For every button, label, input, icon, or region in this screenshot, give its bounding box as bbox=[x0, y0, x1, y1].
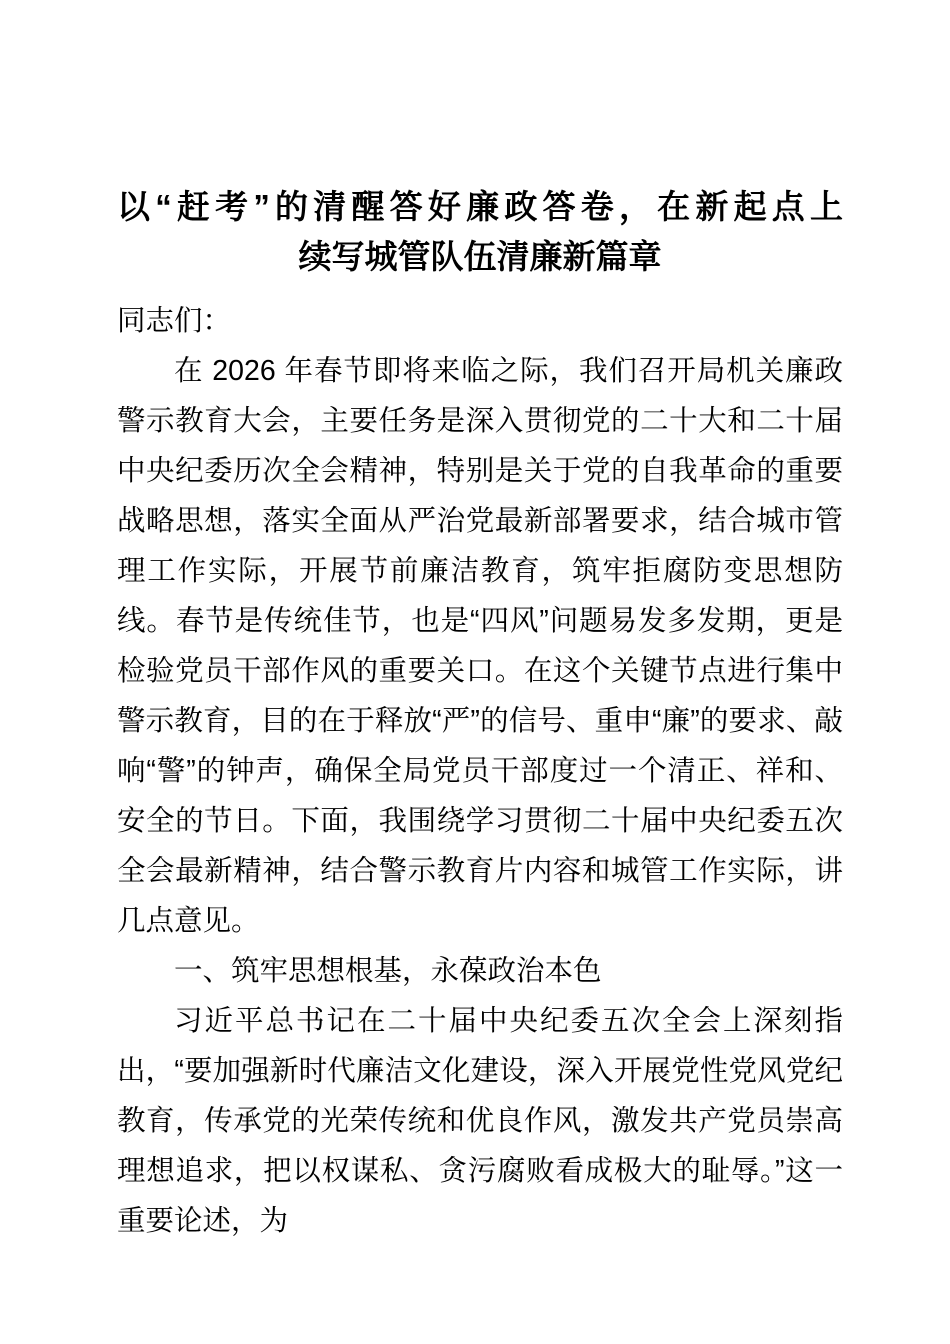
paragraph-opening: 在 2026 年春节即将来临之际，我们召开局机关廉政警示教育大会，主要任务是深入贯彻党的二十大和二十届中央纪委历次全会精神，特别是关于党的自我革命的重要战略思想，落实全面从严治党最新部署要求，结合城市管理工作实际，开展节前廉洁教育，筑牢拒腐防变思想防线。春节是传统佳节，也是“四风”问题易发多发期，更是检验党员干部作风的重要关口。在这个关键节点进行集中警示教育，目的在于释放“严”的信号、重申“廉”的要求、敲响“警”的钟声，确保全局党员干部度过一个清正、祥和、安全的节日。下面，我围绕学习贯彻二十届中央纪委五次全会最新精神，结合警示教育片内容和城管工作实际，讲几点意见。 bbox=[117, 355, 843, 937]
page-title-line-2: 续写城管队伍清廉新篇章 bbox=[298, 238, 662, 275]
document-content bbox=[117, 182, 843, 1246]
paragraph-section-one-body: 习近平总书记在二十届中央纪委五次全会上深刻指出，“要加强新时代廉洁文化建设，深入开展党性党风党纪教育，传承党的光荣传统和优良作风，激发共产党员崇高理想追求，把以权谋私、贪污腐败看成极大的耻辱。”这一重要论述，为 bbox=[117, 1005, 843, 1237]
page-title bbox=[117, 182, 843, 282]
page-title-line-1: 以“赶考”的清醒答好廉政答卷，在新起点上 bbox=[117, 188, 843, 225]
salutation: 同志们： bbox=[117, 305, 232, 337]
section-heading-one: 一、筑牢思想根基，永葆政治本色 bbox=[174, 955, 602, 987]
